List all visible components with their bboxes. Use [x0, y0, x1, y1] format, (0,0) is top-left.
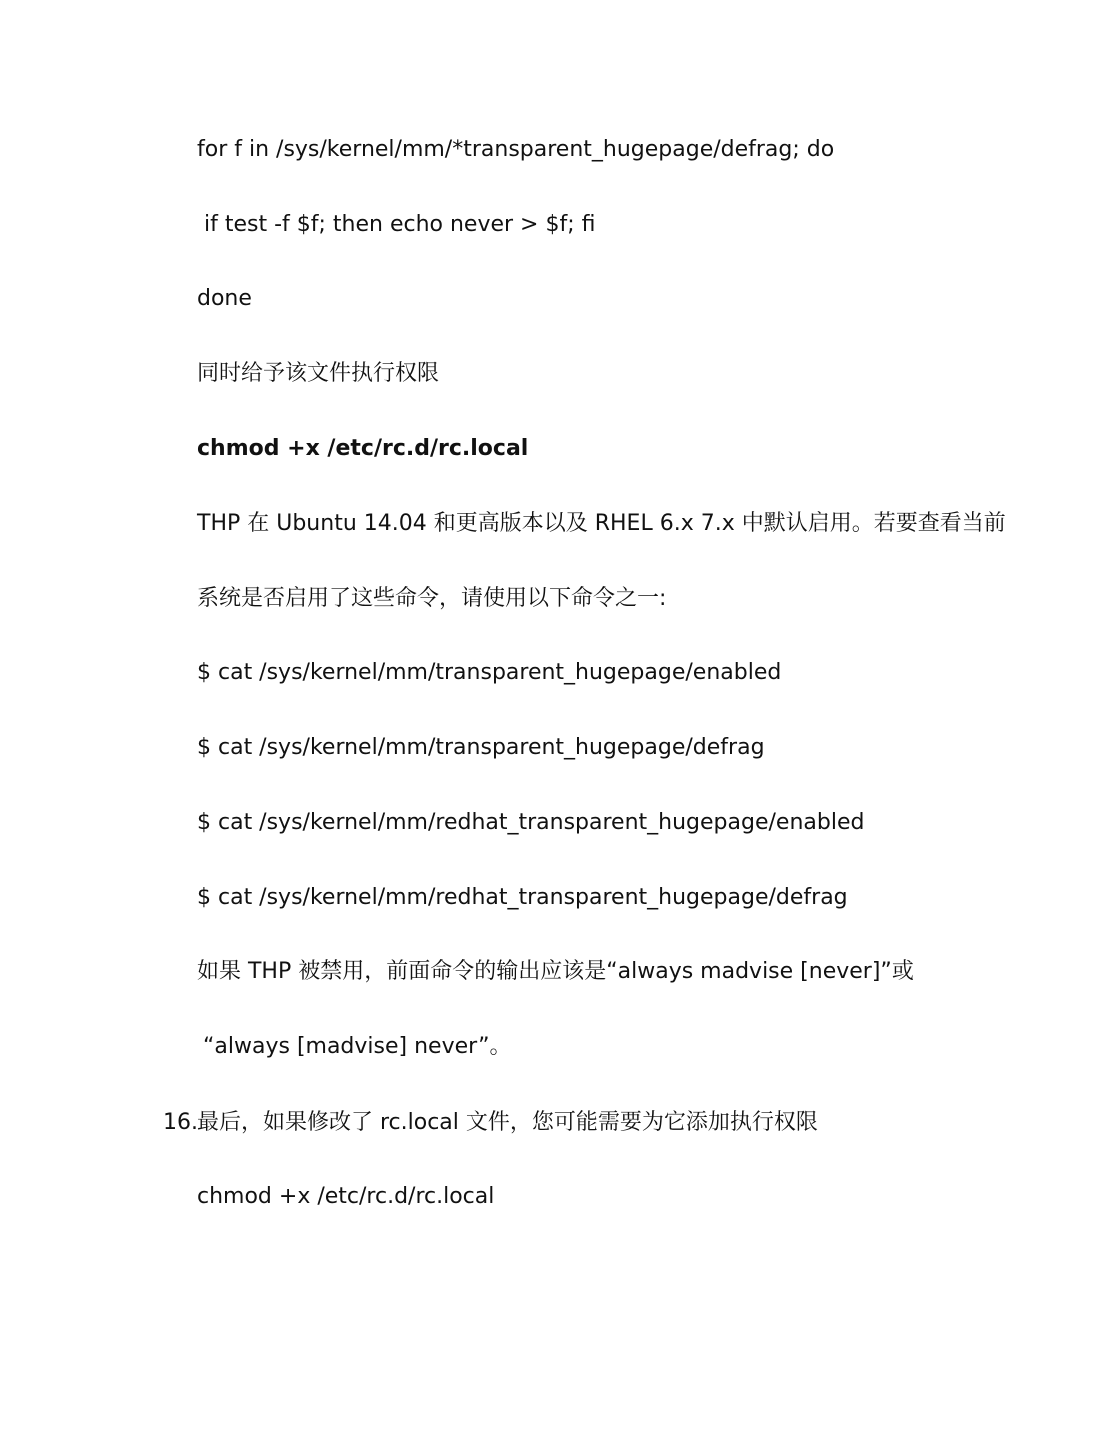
text-thp-disabled-output: 如果 THP 被禁用，前面命令的输出应该是“always madvise [never]”或: [197, 959, 914, 984]
code-line-cat-redhat-defrag: $ cat /sys/kernel/mm/redhat_transparent_hugepage/defrag: [197, 885, 848, 910]
code-line-cat-defrag: $ cat /sys/kernel/mm/transparent_hugepage/defrag: [197, 735, 765, 760]
code-line-cat-redhat-enabled: $ cat /sys/kernel/mm/redhat_transparent_hugepage/enabled: [197, 810, 865, 835]
code-line-done: done: [197, 286, 252, 311]
text-grant-permission: 同时给予该文件执行权限: [197, 361, 440, 386]
text-final-step: 最后，如果修改了 rc.local 文件，您可能需要为它添加执行权限: [197, 1110, 818, 1135]
code-line-if-test: if test -f $f; then echo never > $f; fi: [197, 212, 596, 237]
code-line-chmod-final: chmod +x /etc/rc.d/rc.local: [197, 1184, 495, 1209]
code-line-chmod-bold: chmod +x /etc/rc.d/rc.local: [197, 436, 529, 461]
list-item-number: 16.: [163, 1110, 198, 1135]
code-line-for-loop: for f in /sys/kernel/mm/*transparent_hugepage/defrag; do: [197, 137, 835, 162]
code-line-cat-enabled: $ cat /sys/kernel/mm/transparent_hugepage/enabled: [197, 660, 782, 685]
text-thp-default: THP 在 Ubuntu 14.04 和更高版本以及 RHEL 6.x 7.x 中默认启用。若要查看当前: [197, 511, 1006, 536]
text-madvise-output: “always [madvise] never”。: [203, 1034, 512, 1059]
text-check-commands: 系统是否启用了这些命令，请使用以下命令之一:: [197, 586, 667, 611]
